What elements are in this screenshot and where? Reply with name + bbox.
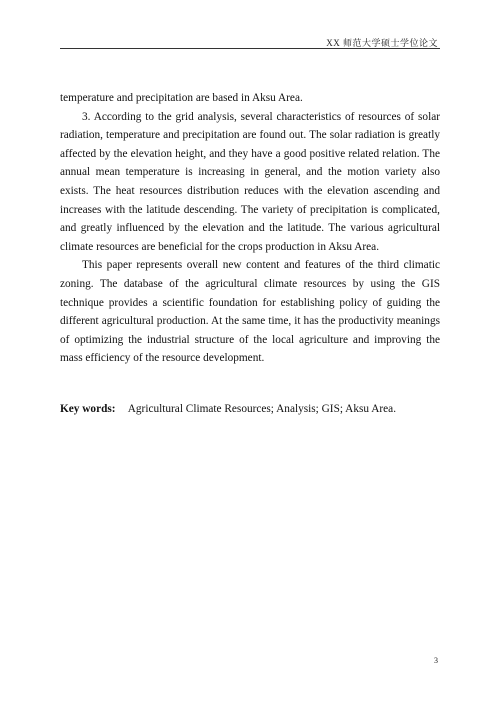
keywords-value: Agricultural Climate Resources; Analysis; GIS; Aksu Area.: [127, 403, 397, 415]
paragraph-continuation: temperature and precipitation are based in Aksu Area.: [60, 92, 303, 104]
keywords-label: Key words:: [60, 403, 116, 415]
paragraph-grid-analysis: 3. According to the grid analysis, several characteristics of resources of solar radiation, temperature and precipitation are found out. The solar radiation is greatly affected by the elevation height, and they have a good positive related relation. The annual mean temperature is increasing in general, and the motion variety also exists. The heat resources distribution reduces with the elevation ascending and increases with the latitude descending. The variety of precipitation is complicated, and greatly influenced by the elevation and the latitude. The various agricultural climate resources are beneficial for the crops production in Aksu Area.: [60, 110, 440, 253]
body-text: [60, 89, 440, 368]
paragraph-summary: This paper represents overall new content and features of the third climatic zoning. The database of the agricultural climate resources by using the GIS technique provides a scientific foundation for establishing policy of guiding the different agricultural production. At the same time, it has the productivity meanings of optimizing the industrial structure of the local agriculture and improving the mass efficiency of the resource development.: [60, 259, 440, 365]
page-number: 3: [434, 656, 438, 665]
header-rule: [60, 48, 440, 49]
keywords-line: [60, 400, 440, 419]
running-header: XX 师范大学硕士学位论文: [326, 38, 438, 48]
